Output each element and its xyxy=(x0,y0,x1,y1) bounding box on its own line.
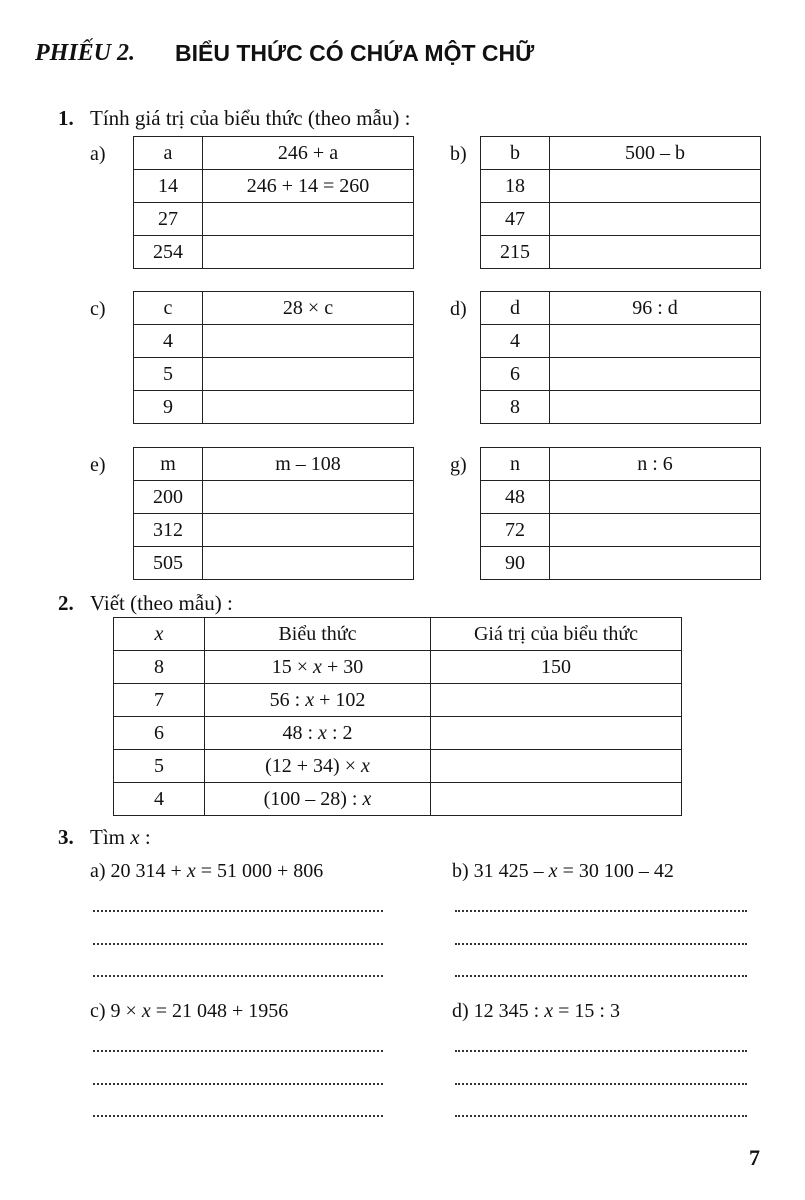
page-number: 7 xyxy=(749,1145,760,1170)
table-cell-value xyxy=(203,236,414,269)
table-cell-value xyxy=(203,481,414,514)
table-c-label: c) xyxy=(90,298,106,320)
answer-line[interactable] xyxy=(93,1115,383,1117)
table-row xyxy=(114,783,682,816)
table-cell-x: 6 xyxy=(114,717,205,750)
sheet-title: BIỂU THỨC CÓ CHỨA MỘT CHỮ xyxy=(175,40,535,66)
table-cell-var: 47 xyxy=(481,203,550,236)
table-cell-value xyxy=(550,170,761,203)
table-cell-expression xyxy=(205,750,431,783)
table-header-expr: 28 × c xyxy=(203,292,414,325)
table-header-expression: Biểu thức xyxy=(205,618,431,651)
table-cell-var: 254 xyxy=(134,236,203,269)
instruction-part: Tìm xyxy=(90,825,131,849)
table-header-x: x xyxy=(114,618,205,651)
table-header-var: n xyxy=(481,448,550,481)
table-header-var: b xyxy=(481,137,550,170)
table-cell-value xyxy=(203,203,414,236)
exercise-1-number: 1. xyxy=(58,106,74,130)
expr-part: : 2 xyxy=(326,721,353,744)
table-cell-x: 7 xyxy=(114,684,205,717)
expr-part: + 30 xyxy=(321,655,364,678)
exercise-2-instruction: Viết (theo mẫu) : xyxy=(90,591,233,615)
table-cell-value: 150 xyxy=(431,651,682,684)
table-g-label: g) xyxy=(450,454,467,476)
equation-part: 12 345 : xyxy=(473,1000,545,1022)
answer-line[interactable] xyxy=(93,943,383,945)
answer-line[interactable] xyxy=(455,1050,747,1052)
table-d-label: d) xyxy=(450,298,467,320)
equation-part: = 30 100 – 42 xyxy=(557,860,674,882)
table-cell-value xyxy=(550,203,761,236)
expr-var: x xyxy=(318,721,327,744)
table-cell-var: 4 xyxy=(481,325,550,358)
table-cell-var: 505 xyxy=(134,547,203,580)
equation-c xyxy=(90,1000,288,1023)
sheet-title-prefix: PHIẾU 2. xyxy=(35,40,136,66)
exercise-2-number: 2. xyxy=(58,591,74,615)
table-cell-value xyxy=(550,325,761,358)
table-cell-value xyxy=(203,358,414,391)
answer-line[interactable] xyxy=(93,1083,383,1085)
table-cell-var: 5 xyxy=(134,358,203,391)
equation-part: 31 425 – xyxy=(473,860,549,882)
equation-label: b) xyxy=(452,860,469,882)
table-cell-expression xyxy=(205,783,431,816)
table-row xyxy=(114,684,682,717)
table-header-var: m xyxy=(134,448,203,481)
table-header-expr: 246 + a xyxy=(203,137,414,170)
table-cell-var: 312 xyxy=(134,514,203,547)
answer-line[interactable] xyxy=(455,975,747,977)
table-cell-var: 215 xyxy=(481,236,550,269)
table-header-var: d xyxy=(481,292,550,325)
exercise-3-number: 3. xyxy=(58,825,74,849)
table-cell-value xyxy=(550,358,761,391)
equation-b xyxy=(452,860,674,883)
answer-line[interactable] xyxy=(93,1050,383,1052)
table-cell-value xyxy=(203,547,414,580)
table-header-var: a xyxy=(134,137,203,170)
equation-part: = 15 : 3 xyxy=(553,1000,620,1022)
table-header-expr: m – 108 xyxy=(203,448,414,481)
table-cell-value xyxy=(550,481,761,514)
table-cell-x: 4 xyxy=(114,783,205,816)
table-cell-expression xyxy=(205,651,431,684)
answer-line[interactable] xyxy=(93,975,383,977)
table-cell-value xyxy=(550,391,761,424)
equation-a xyxy=(90,860,323,883)
table-cell-value xyxy=(550,547,761,580)
answer-line[interactable] xyxy=(93,910,383,912)
expr-var: x xyxy=(305,688,315,711)
table-cell-var: 90 xyxy=(481,547,550,580)
table-cell-var: 72 xyxy=(481,514,550,547)
exercise-1-instruction: Tính giá trị của biểu thức (theo mẫu) : xyxy=(90,106,411,130)
equation-label: c) xyxy=(90,1000,106,1022)
table-a-label: a) xyxy=(90,143,106,165)
table-cell-value xyxy=(431,783,682,816)
equation-var: x xyxy=(141,1000,151,1022)
table-cell-var: 18 xyxy=(481,170,550,203)
table-cell-var: 200 xyxy=(134,481,203,514)
table-c xyxy=(133,291,414,424)
expr-part: (12 + 34) × xyxy=(265,754,361,777)
table-g xyxy=(480,447,761,580)
table-cell-value xyxy=(203,514,414,547)
table-cell-value xyxy=(431,684,682,717)
table-row xyxy=(114,717,682,750)
table-header-value: Giá trị của biểu thức xyxy=(431,618,682,651)
expr-part: + 102 xyxy=(314,688,366,711)
expr-var: x xyxy=(362,787,372,810)
answer-line[interactable] xyxy=(455,910,747,912)
table-cell-value xyxy=(550,236,761,269)
table-cell-var: 27 xyxy=(134,203,203,236)
equation-part: = 21 048 + 1956 xyxy=(150,1000,289,1022)
answer-line[interactable] xyxy=(455,1115,747,1117)
table-cell-var: 8 xyxy=(481,391,550,424)
equation-part: 20 314 + xyxy=(110,860,187,882)
table-cell-var: 9 xyxy=(134,391,203,424)
expr-var: x xyxy=(361,754,370,777)
equation-label: d) xyxy=(452,1000,469,1022)
table-cell-x: 5 xyxy=(114,750,205,783)
exercise-3-instruction xyxy=(90,825,151,850)
table-row xyxy=(114,651,682,684)
equation-part: 9 × xyxy=(110,1000,142,1022)
equation-part: = 51 000 + 806 xyxy=(195,860,324,882)
instruction-var: x xyxy=(130,825,140,849)
table-cell-value xyxy=(203,391,414,424)
table-d xyxy=(480,291,761,424)
table-a xyxy=(133,136,414,269)
expr-var: x xyxy=(313,655,322,678)
table-cell-value xyxy=(431,750,682,783)
table-cell-expression xyxy=(205,717,431,750)
expr-part: 56 : xyxy=(269,688,306,711)
table-header-expr: 96 : d xyxy=(550,292,761,325)
table-header-var: c xyxy=(134,292,203,325)
table-cell-value xyxy=(203,325,414,358)
answer-line[interactable] xyxy=(455,943,747,945)
table-b-label: b) xyxy=(450,143,467,165)
table-cell-var: 48 xyxy=(481,481,550,514)
expr-part: (100 – 28) : xyxy=(263,787,363,810)
equation-d xyxy=(452,1000,620,1023)
answer-line[interactable] xyxy=(455,1083,747,1085)
table-e xyxy=(133,447,414,580)
equation-var: x xyxy=(544,1000,554,1022)
table-header-expr: n : 6 xyxy=(550,448,761,481)
expression-table xyxy=(113,617,682,816)
equation-var: x xyxy=(548,860,558,882)
table-cell-x: 8 xyxy=(114,651,205,684)
table-b xyxy=(480,136,761,269)
table-cell-value xyxy=(431,717,682,750)
table-cell-var: 4 xyxy=(134,325,203,358)
equation-label: a) xyxy=(90,860,106,882)
expr-part: 15 × xyxy=(271,655,314,678)
table-e-label: e) xyxy=(90,454,106,476)
equation-var: x xyxy=(186,860,196,882)
table-row xyxy=(114,750,682,783)
table-cell-value: 246 + 14 = 260 xyxy=(203,170,414,203)
table-cell-expression xyxy=(205,684,431,717)
table-header-expr: 500 – b xyxy=(550,137,761,170)
instruction-part: : xyxy=(139,825,151,849)
table-cell-value xyxy=(550,514,761,547)
table-cell-var: 6 xyxy=(481,358,550,391)
table-cell-var: 14 xyxy=(134,170,203,203)
expr-part: 48 : xyxy=(282,721,319,744)
